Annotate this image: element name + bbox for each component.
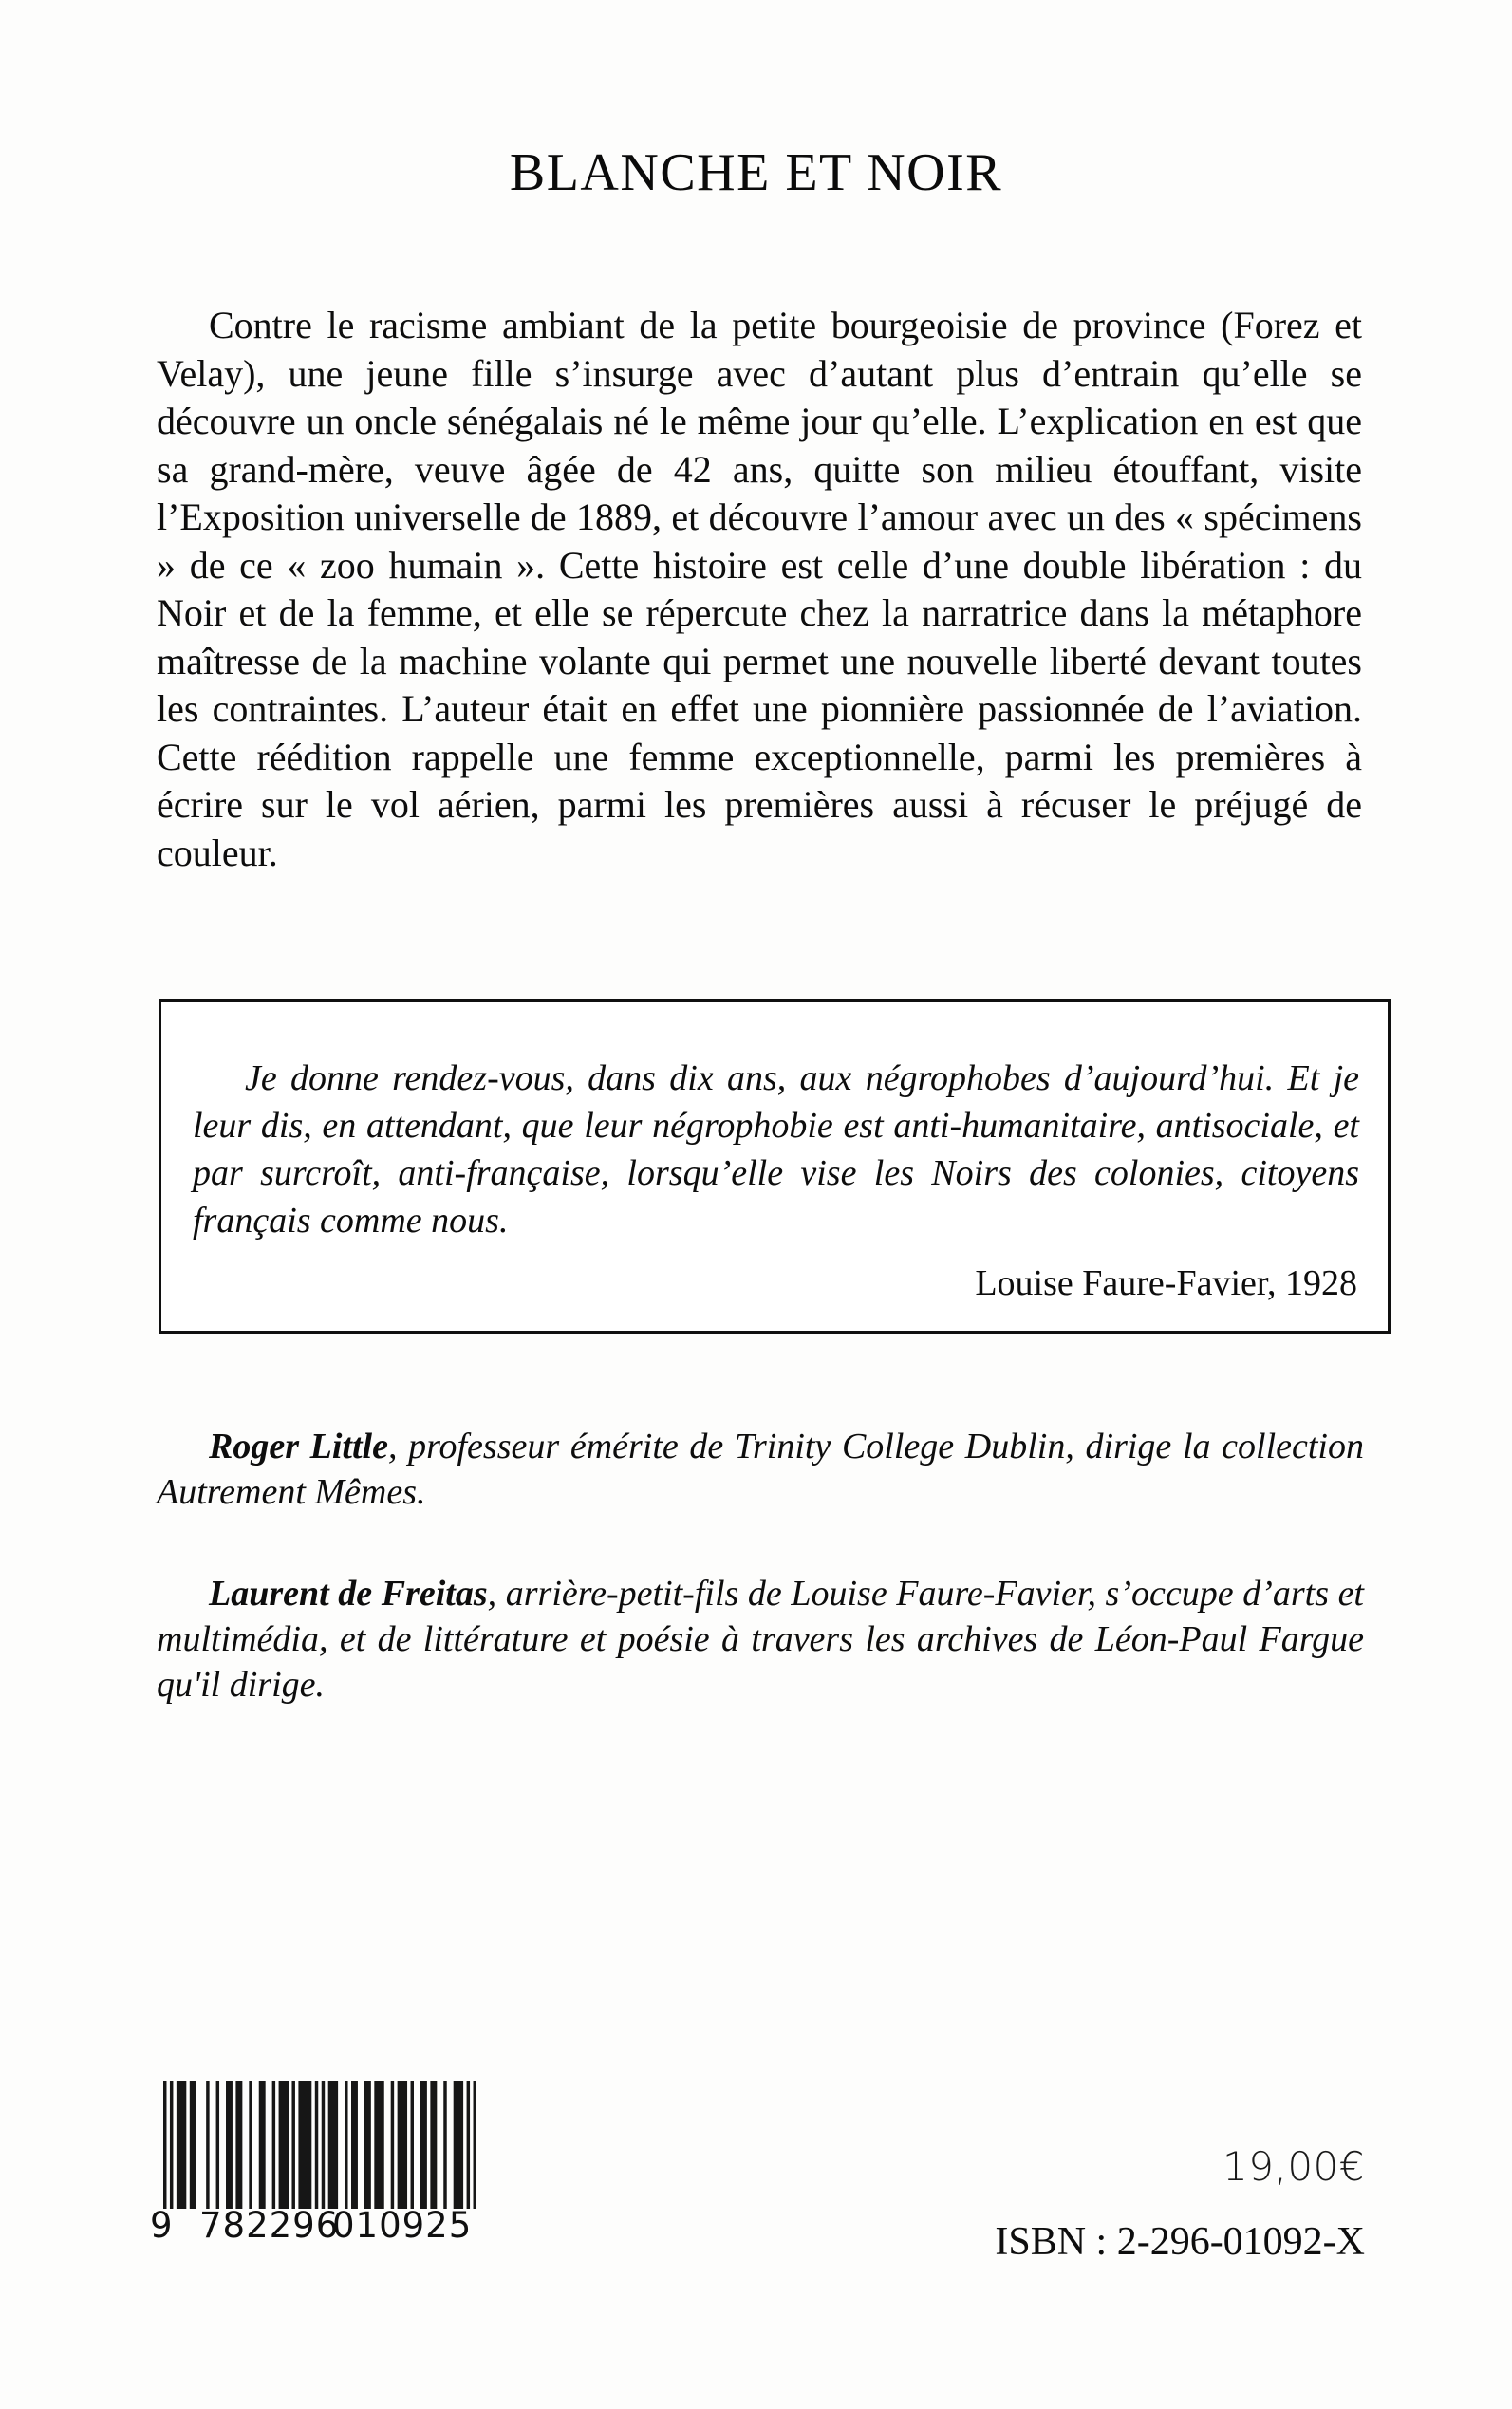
bio-name: Laurent de Freitas bbox=[209, 1574, 488, 1614]
quotation-box bbox=[159, 999, 1391, 1334]
quotation-attribution: Louise Faure-Favier, 1928 bbox=[975, 1263, 1357, 1303]
bio-laurent-de-freitas bbox=[157, 1571, 1364, 1708]
barcode-lead-digit: 9 bbox=[150, 2205, 174, 2246]
barcode-right-group: 010925 bbox=[332, 2205, 473, 2246]
barcode-digits bbox=[150, 2205, 491, 2247]
barcode-left-group: 782296 bbox=[199, 2205, 340, 2246]
bio-description: , arrière-petit-fils de Louise Faure-Favier, s’occupe d’arts et multimédia, et de littérature et poésie à travers les archives de Léon-Paul Fargue qu'il dirige. bbox=[157, 1574, 1364, 1705]
isbn-label: ISBN : 2-296-01092-X bbox=[995, 2220, 1365, 2264]
bio-name: Roger Little bbox=[209, 1427, 388, 1466]
price-label: 19,00€ bbox=[1223, 2143, 1365, 2190]
blurb-paragraph: Contre le racisme ambiant de la petite bourgeoisie de province (Forez et Velay), une jeune fille s’insurge avec d’autant plus d’entrain qu’elle se découvre un oncle sénégalais né le même jour qu’elle. L’explication en est que sa grand-mère, veuve âgée de 42 ans, quitte son milieu étouffant, visite l’Exposition universelle de 1889, et découvre l’amour avec un des « spécimens » de ce « zoo humain ». Cette histoire est celle d’une double libération : du Noir et de la femme, et elle se répercute chez la narratrice dans la métaphore maîtresse de la machine volante qui permet une nouvelle liberté devant toutes les contraintes. L’auteur était en effet une pionnière passionnée de l’aviation. Cette réédition rappelle une femme exceptionnelle, parmi les premières à écrire sur le vol aérien, parmi les premières aussi à récuser le préjugé de couleur. bbox=[157, 304, 1362, 874]
barcode-block bbox=[150, 2081, 491, 2247]
quotation-text: Je donne rendez-vous, dans dix ans, aux négrophobes d’aujourd’hui. Et je leur dis, en attendant, que leur négrophobie est anti-humanitaire, antisociale, et par surcroît, anti-française, lorsqu’elle vise les Noirs des colonies, citoyens français comme nous. bbox=[193, 1058, 1359, 1241]
barcode-icon bbox=[163, 2081, 476, 2209]
page-title: BLANCHE ET NOIR bbox=[509, 143, 1003, 202]
bio-roger-little bbox=[157, 1424, 1364, 1515]
bio-description: , professeur émérite de Trinity College Dublin, dirige la collection Autrement Mêmes. bbox=[157, 1427, 1364, 1512]
